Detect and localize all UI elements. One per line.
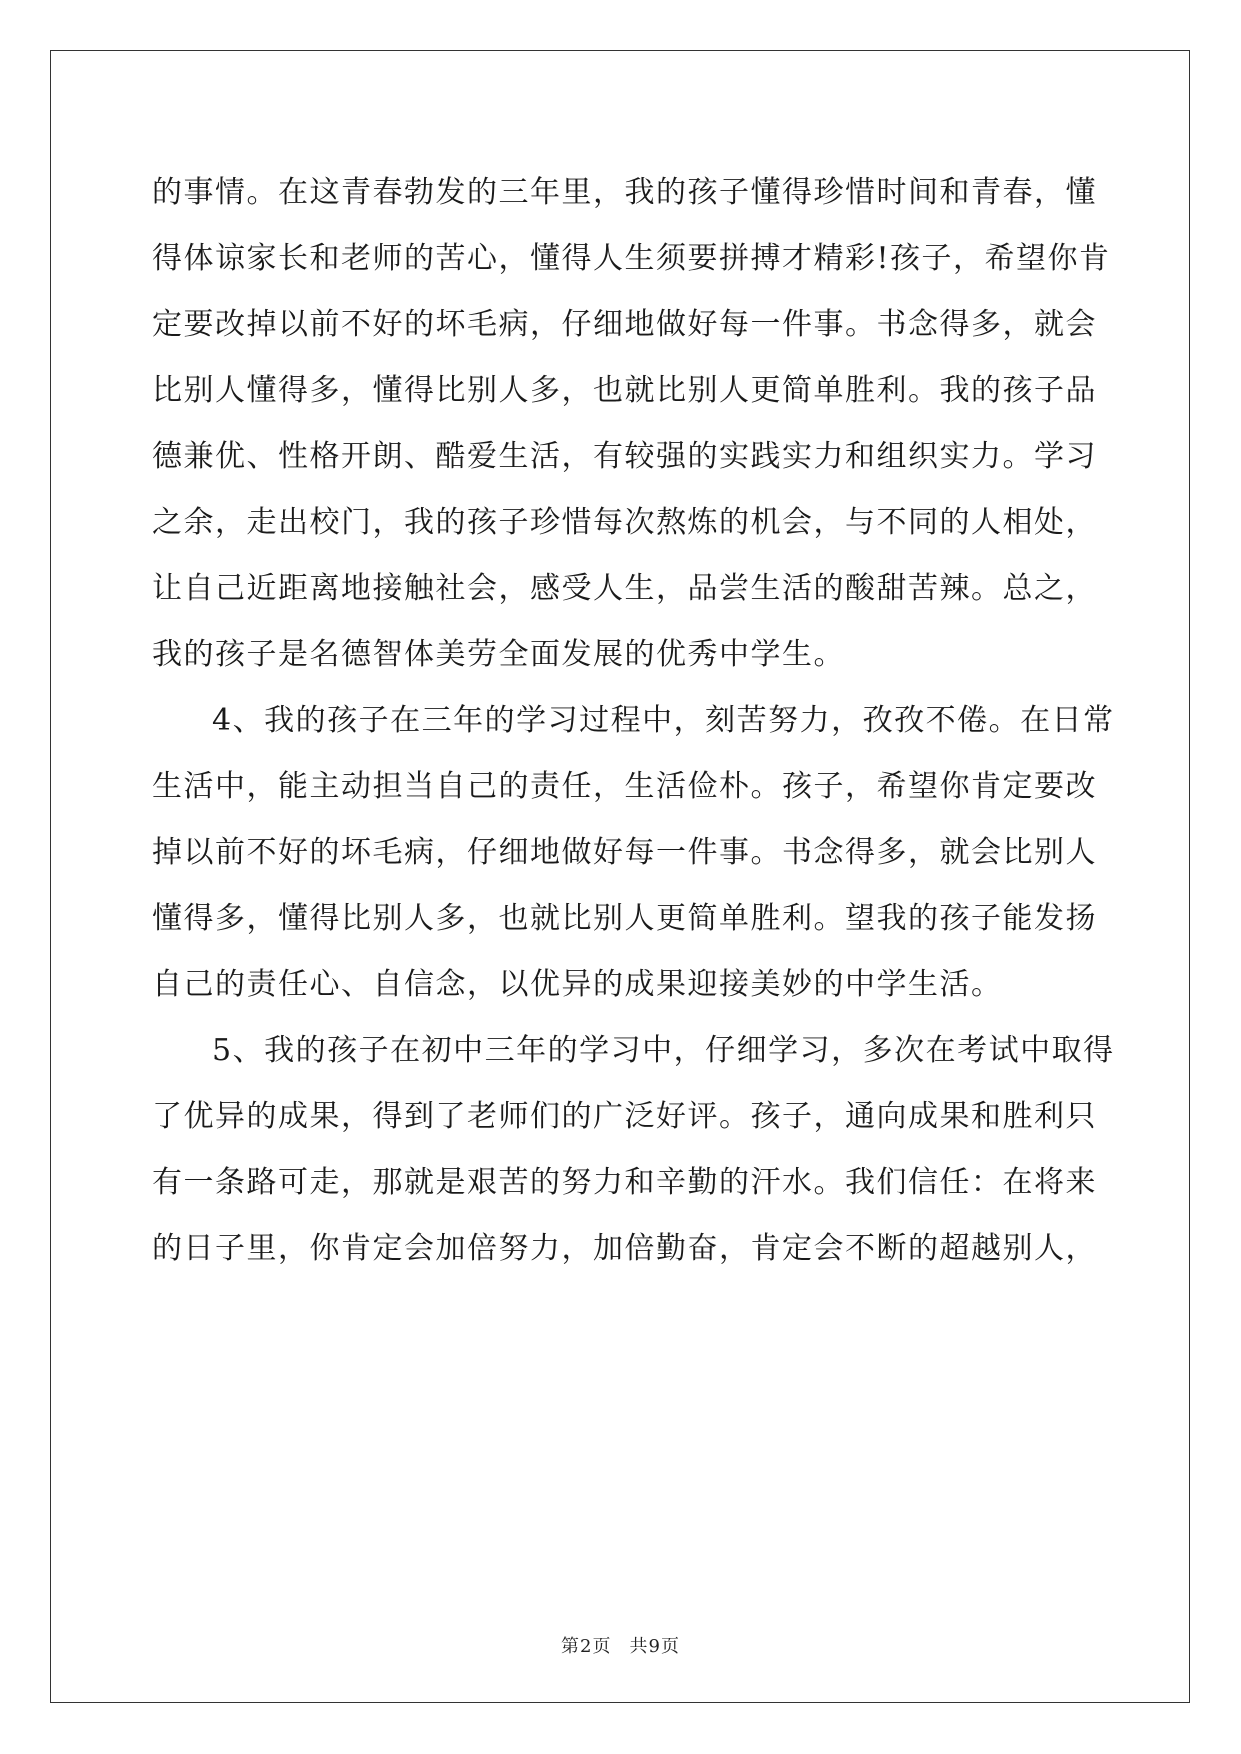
text-line: 得体谅家长和老师的苦心，懂得人生须要拼搏才精彩!孩子，希望你肯 xyxy=(152,241,1111,276)
document-body xyxy=(152,160,1115,1282)
text-line: 定要改掉以前不好的坏毛病，仔细地做好每一件事。书念得多，就会 xyxy=(152,307,1097,342)
text-line: 我的孩子是名德智体美劳全面发展的优秀中学生。 xyxy=(152,637,845,672)
text-line: 掉以前不好的坏毛病，仔细地做好每一件事。书念得多，就会比别人 xyxy=(152,835,1097,870)
text-line: 德兼优、性格开朗、酷爱生活，有较强的实践实力和组织实力。学习 xyxy=(152,439,1097,474)
text-line: 让自己近距离地接触社会，感受人生，品尝生活的酸甜苦辣。总之， xyxy=(152,571,1097,606)
text-line: 生活中，能主动担当自己的责任，生活俭朴。孩子，希望你肯定要改 xyxy=(152,769,1097,804)
text-line: 比别人懂得多，懂得比别人多，也就比别人更简单胜利。我的孩子品 xyxy=(152,373,1097,408)
text-line: 之余，走出校门，我的孩子珍惜每次熬炼的机会，与不同的人相处， xyxy=(152,505,1097,540)
text-line: 的日子里，你肯定会加倍努力，加倍勤奋，肯定会不断的超越别人， xyxy=(152,1231,1097,1266)
paragraph-5-start: 5、我的孩子在初中三年的学习中，仔细学习，多次在考试中取得 xyxy=(212,1033,1115,1068)
text-line: 懂得多，懂得比别人多，也就比别人更简单胜利。望我的孩子能发扬 xyxy=(152,901,1097,936)
page-footer xyxy=(0,1632,1241,1658)
text-line: 自己的责任心、自信念，以优异的成果迎接美妙的中学生活。 xyxy=(152,967,1003,1002)
paragraph-4-start: 4、我的孩子在三年的学习过程中，刻苦努力，孜孜不倦。在日常 xyxy=(212,703,1115,738)
page-total: 共9页 xyxy=(629,1636,680,1657)
page-number: 第2页 xyxy=(561,1636,612,1657)
text-line: 有一条路可走，那就是艰苦的努力和辛勤的汗水。我们信任：在将来 xyxy=(152,1165,1097,1200)
text-line: 了优异的成果，得到了老师们的广泛好评。孩子，通向成果和胜利只 xyxy=(152,1099,1097,1134)
text-line: 的事情。在这青春勃发的三年里，我的孩子懂得珍惜时间和青春，懂 xyxy=(152,175,1097,210)
